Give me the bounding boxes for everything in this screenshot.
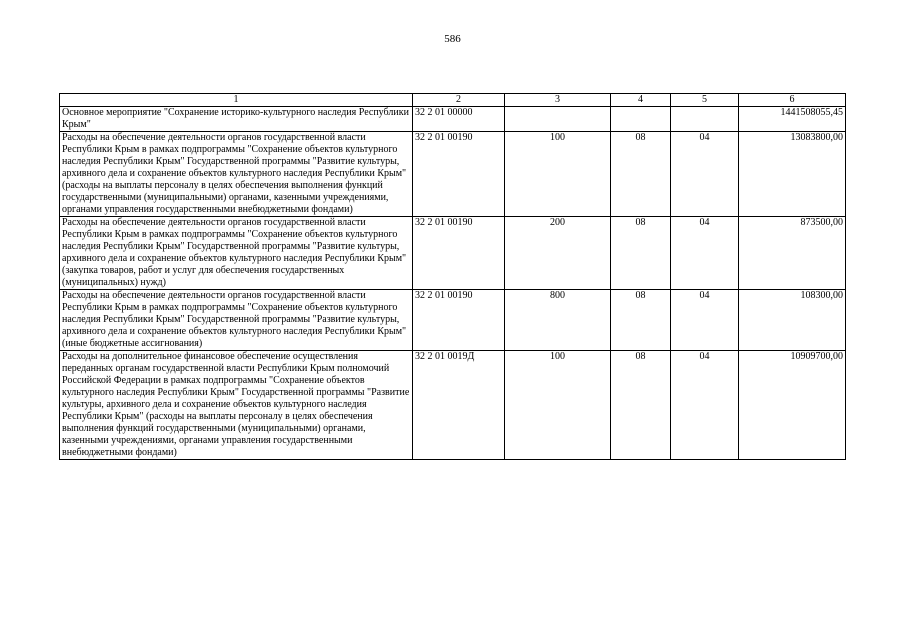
row-amount: 108300,00	[739, 290, 846, 351]
row-pr: 04	[671, 290, 739, 351]
row-code: 32 2 01 00190	[413, 217, 505, 290]
row-vr: 100	[505, 351, 611, 460]
row-pr: 04	[671, 217, 739, 290]
table-row	[60, 217, 846, 290]
column-header: 6	[739, 94, 846, 107]
row-rz	[611, 107, 671, 132]
row-vr: 200	[505, 217, 611, 290]
table-row	[60, 107, 846, 132]
row-code: 32 2 01 00190	[413, 290, 505, 351]
row-pr: 04	[671, 132, 739, 217]
row-code: 32 2 01 0019Д	[413, 351, 505, 460]
row-rz: 08	[611, 217, 671, 290]
table-row	[60, 132, 846, 217]
row-name: Расходы на дополнительное финансовое обеспечение осуществления переданных органам государственной власти Республики Крым полномочий Российской Федерации в рамках подпрограммы "Сохранение объектов культурного наследия Республики Крым" Государственной программы "Развитие культуры, архивного дела и сохранение объектов культурного наследия Республики Крым" (расходы на выплаты персоналу в целях обеспечения выполнения функций государственными (муниципальными) органами, казенными учреждениями, органами управления государственными внебюджетными фондами)	[60, 351, 413, 460]
row-pr	[671, 107, 739, 132]
row-rz: 08	[611, 132, 671, 217]
row-name: Основное мероприятие "Сохранение историко-культурного наследия Республики Крым"	[60, 107, 413, 132]
column-header: 5	[671, 94, 739, 107]
row-code: 32 2 01 00190	[413, 132, 505, 217]
page-number: 586	[444, 33, 461, 45]
table-row	[60, 290, 846, 351]
row-name: Расходы на обеспечение деятельности органов государственной власти Республики Крым в рамках подпрограммы "Сохранение объектов культурного наследия Республики Крым" Государственной программы "Развитие культуры, архивного дела и сохранение объектов культурного наследия Республики Крым" (иные бюджетные ассигнования)	[60, 290, 413, 351]
row-pr: 04	[671, 351, 739, 460]
column-header: 1	[60, 94, 413, 107]
header-row	[60, 94, 846, 107]
row-vr	[505, 107, 611, 132]
budget-table	[59, 93, 846, 460]
row-amount: 873500,00	[739, 217, 846, 290]
column-header: 2	[413, 94, 505, 107]
row-amount: 13083800,00	[739, 132, 846, 217]
row-rz: 08	[611, 351, 671, 460]
row-code: 32 2 01 00000	[413, 107, 505, 132]
table-row	[60, 351, 846, 460]
row-rz: 08	[611, 290, 671, 351]
row-name: Расходы на обеспечение деятельности органов государственной власти Республики Крым в рамках подпрограммы "Сохранение объектов культурного наследия Республики Крым" Государственной программы "Развитие культуры, архивного дела и сохранение объектов культурного наследия Республики Крым" (расходы на выплаты персоналу в целях обеспечения выполнения функций государственными (муниципальными) органами, казенными учреждениями, органами управления государственными внебюджетными фондами)	[60, 132, 413, 217]
column-header: 4	[611, 94, 671, 107]
row-name: Расходы на обеспечение деятельности органов государственной власти Республики Крым в рамках подпрограммы "Сохранение объектов культурного наследия Республики Крым" Государственной программы "Развитие культуры, архивного дела и сохранение объектов культурного наследия Республики Крым" (закупка товаров, работ и услуг для обеспечения государственных (муниципальных) нужд)	[60, 217, 413, 290]
row-amount: 10909700,00	[739, 351, 846, 460]
row-amount: 1441508055,45	[739, 107, 846, 132]
column-header: 3	[505, 94, 611, 107]
row-vr: 100	[505, 132, 611, 217]
row-vr: 800	[505, 290, 611, 351]
